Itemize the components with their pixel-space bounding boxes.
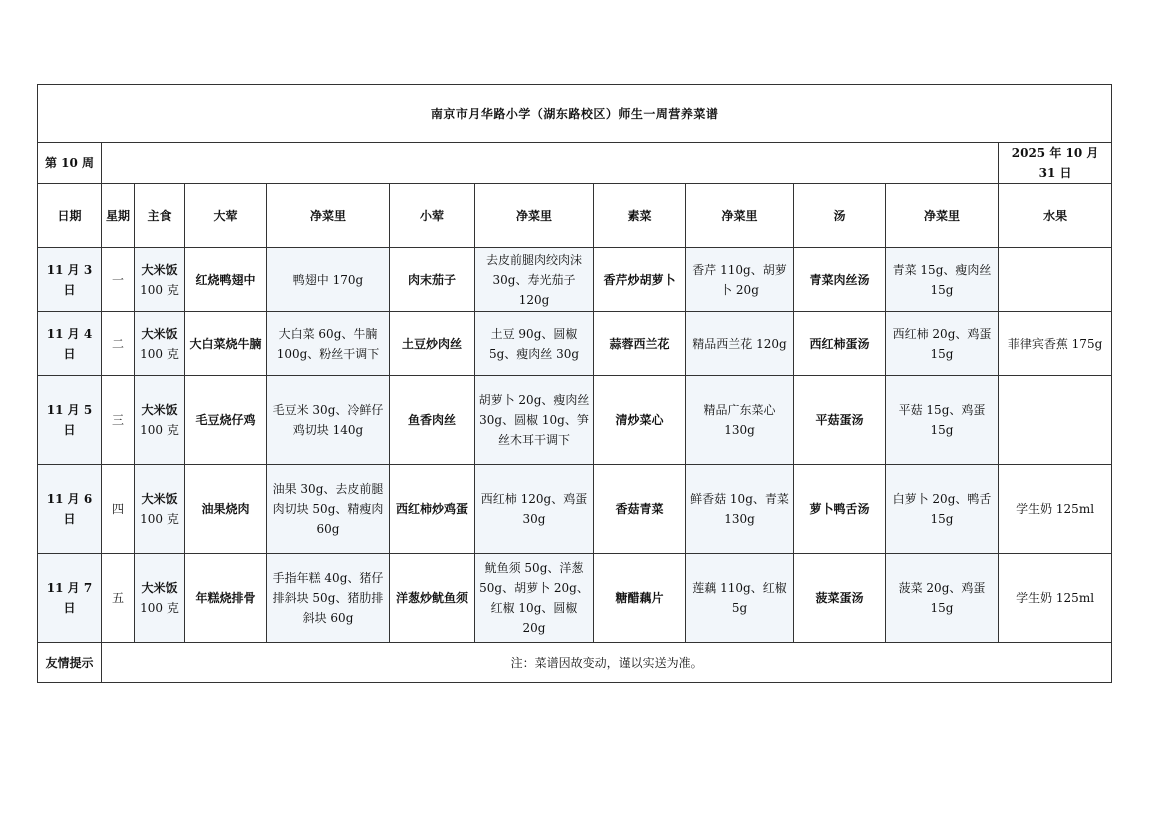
- row-main-dish: 毛豆烧仔鸡: [185, 376, 267, 465]
- row-main-dish: 大白菜烧牛腩: [185, 312, 267, 376]
- row-weekday: 四: [102, 465, 135, 554]
- row-main-dish: 年糕烧排骨: [185, 554, 267, 643]
- row-main-weight: 油果 30g、去皮前腿肉切块 50g、精瘦肉 60g: [267, 465, 390, 554]
- row-main-weight: 鸭翅中 170g: [267, 248, 390, 312]
- header-soup-weight: 净菜里: [886, 184, 999, 248]
- staple-amount: 100 克: [140, 423, 179, 437]
- row-main-weight: 毛豆米 30g、冷鲜仔鸡切块 140g: [267, 376, 390, 465]
- row-soup: 平菇蛋汤: [794, 376, 886, 465]
- row-soup: 菠菜蛋汤: [794, 554, 886, 643]
- header-veg-weight: 净菜里: [686, 184, 794, 248]
- staple-name: 大米饭: [141, 492, 178, 506]
- tip-label: 友情提示: [38, 643, 102, 683]
- header-fruit: 水果: [999, 184, 1112, 248]
- row-date: 11 月 5 日: [38, 376, 102, 465]
- row-date: 11 月 3 日: [38, 248, 102, 312]
- header-soup: 汤: [794, 184, 886, 248]
- staple-amount: 100 克: [140, 601, 179, 615]
- header-weekday: 星期: [102, 184, 135, 248]
- week-blank-cell: [102, 143, 999, 184]
- row-small-weight: 胡萝卜 20g、瘦肉丝 30g、圆椒 10g、笋丝木耳干调下: [475, 376, 594, 465]
- table-row: [38, 554, 1112, 643]
- header-small-dish: 小荤: [390, 184, 475, 248]
- row-main-dish: 油果烧肉: [185, 465, 267, 554]
- row-small-weight: 去皮前腿肉绞肉沫 30g、寿光茄子 120g: [475, 248, 594, 312]
- row-veg-dish: 蒜蓉西兰花: [594, 312, 686, 376]
- table-row: [38, 376, 1112, 465]
- row-soup: 青菜肉丝汤: [794, 248, 886, 312]
- table-row: [38, 465, 1112, 554]
- row-small-dish: 肉末茄子: [390, 248, 475, 312]
- header-small-weight: 净菜里: [475, 184, 594, 248]
- row-staple: [135, 465, 185, 554]
- row-staple: [135, 376, 185, 465]
- row-veg-weight: 香芹 110g、胡萝卜 20g: [686, 248, 794, 312]
- row-date: 11 月 4 日: [38, 312, 102, 376]
- staple-amount: 100 克: [140, 282, 179, 297]
- header-main-dish: 大荤: [185, 184, 267, 248]
- staple-amount: 100 克: [140, 512, 179, 526]
- row-main-weight: 大白菜 60g、牛腩 100g、粉丝干调下: [267, 312, 390, 376]
- row-veg-weight: 精品西兰花 120g: [686, 312, 794, 376]
- header-staple: 主食: [135, 184, 185, 248]
- footer-note: 注：菜谱因故变动，谨以实送为准。: [102, 643, 1112, 683]
- staple-name: 大米饭: [141, 262, 178, 277]
- row-veg-weight: 精品广东菜心 130g: [686, 376, 794, 465]
- row-fruit: 学生奶 125ml: [999, 554, 1112, 643]
- week-label: 第 10 周: [38, 143, 102, 184]
- row-small-weight: 鱿鱼须 50g、洋葱 50g、胡萝卜 20g、红椒 10g、圆椒 20g: [475, 554, 594, 643]
- row-fruit: 学生奶 125ml: [999, 465, 1112, 554]
- row-veg-dish: 糖醋藕片: [594, 554, 686, 643]
- row-soup-weight: 西红柿 20g、鸡蛋 15g: [886, 312, 999, 376]
- row-fruit: [999, 376, 1112, 465]
- row-staple: [135, 312, 185, 376]
- row-weekday: 二: [102, 312, 135, 376]
- header-veg-dish: 素菜: [594, 184, 686, 248]
- row-weekday: 一: [102, 248, 135, 312]
- row-small-weight: 西红柿 120g、鸡蛋 30g: [475, 465, 594, 554]
- table-row: [38, 312, 1112, 376]
- row-veg-dish: 清炒菜心: [594, 376, 686, 465]
- row-small-dish: 西红柿炒鸡蛋: [390, 465, 475, 554]
- row-veg-weight: 鲜香菇 10g、青菜 130g: [686, 465, 794, 554]
- header-date: 日期: [38, 184, 102, 248]
- row-main-weight: 手指年糕 40g、猪仔排斜块 50g、猪肋排斜块 60g: [267, 554, 390, 643]
- row-veg-dish: 香菇青菜: [594, 465, 686, 554]
- row-date: 11 月 7 日: [38, 554, 102, 643]
- row-soup-weight: 菠菜 20g、鸡蛋 15g: [886, 554, 999, 643]
- row-staple: [135, 554, 185, 643]
- row-small-weight: 土豆 90g、圆椒 5g、瘦肉丝 30g: [475, 312, 594, 376]
- row-small-dish: 土豆炒肉丝: [390, 312, 475, 376]
- row-weekday: 五: [102, 554, 135, 643]
- row-veg-weight: 莲藕 110g、红椒 5g: [686, 554, 794, 643]
- row-main-dish: 红烧鸭翅中: [185, 248, 267, 312]
- row-staple: [135, 248, 185, 312]
- header-row: [38, 184, 1112, 248]
- row-small-dish: 洋葱炒鱿鱼须: [390, 554, 475, 643]
- row-soup: 西红柿蛋汤: [794, 312, 886, 376]
- staple-name: 大米饭: [141, 403, 178, 417]
- staple-amount: 100 克: [140, 346, 179, 361]
- row-veg-dish: 香芹炒胡萝卜: [594, 248, 686, 312]
- staple-name: 大米饭: [141, 581, 178, 595]
- row-soup-weight: 青菜 15g、瘦肉丝 15g: [886, 248, 999, 312]
- row-fruit: 菲律宾香蕉 175g: [999, 312, 1112, 376]
- row-small-dish: 鱼香肉丝: [390, 376, 475, 465]
- header-main-weight: 净菜里: [267, 184, 390, 248]
- menu-table: [37, 84, 1112, 683]
- page-title: 南京市月华路小学（湖东路校区）师生一周营养菜谱: [38, 85, 1112, 143]
- row-soup-weight: 白萝卜 20g、鸭舌 15g: [886, 465, 999, 554]
- row-date: 11 月 6 日: [38, 465, 102, 554]
- row-fruit: [999, 248, 1112, 312]
- row-weekday: 三: [102, 376, 135, 465]
- row-soup-weight: 平菇 15g、鸡蛋 15g: [886, 376, 999, 465]
- row-soup: 萝卜鸭舌汤: [794, 465, 886, 554]
- table-row: [38, 248, 1112, 312]
- staple-name: 大米饭: [141, 326, 178, 341]
- issue-date: 2025 年 10 月 31 日: [999, 143, 1112, 184]
